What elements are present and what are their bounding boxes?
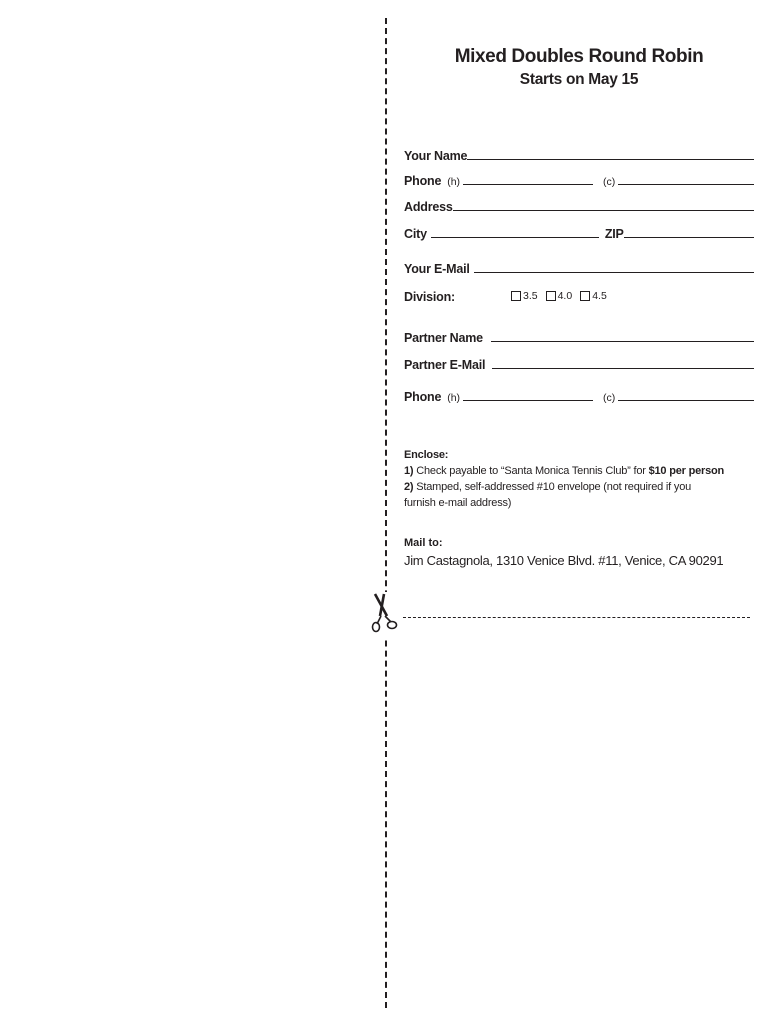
city-field[interactable] xyxy=(431,237,599,238)
division-label: Division: xyxy=(404,290,455,304)
form-subtitle: Starts on May 15 xyxy=(519,71,639,88)
home-abbrev: (h) xyxy=(447,392,461,404)
phone-row xyxy=(404,168,754,188)
checkbox-icon[interactable] xyxy=(511,291,521,301)
mail-to-heading: Mail to: xyxy=(404,537,443,549)
cell-abbrev: (c) xyxy=(603,392,616,404)
scissors-icon xyxy=(366,592,402,638)
city-zip-row xyxy=(404,221,754,241)
partner-phone-label: Phone xyxy=(404,390,442,404)
city-label: City xyxy=(404,227,427,241)
partner-phone-row xyxy=(404,384,754,404)
partner-email-label: Partner E-Mail xyxy=(404,358,486,372)
vertical-cut-line xyxy=(385,18,387,1008)
division-options xyxy=(511,290,615,302)
your-name-label: Your Name xyxy=(404,149,468,163)
email-field[interactable] xyxy=(474,272,754,273)
cell-abbrev: (c) xyxy=(603,176,616,188)
cell-phone-field[interactable] xyxy=(618,184,754,185)
checkbox-icon[interactable] xyxy=(580,291,590,301)
partner-email-field[interactable] xyxy=(492,368,754,369)
address-label: Address xyxy=(404,200,453,214)
division-option[interactable]: 4.5 xyxy=(580,290,607,302)
partner-cell-phone-field[interactable] xyxy=(618,400,754,401)
partner-name-row xyxy=(404,325,754,345)
enclose-item-1: 1) Check payable to “Santa Monica Tennis Club” for $10 per person xyxy=(404,465,725,477)
enclose-item-2: 2) Stamped, self-addressed #10 envelope (not required if you furnish e-mail address) xyxy=(404,481,692,509)
horizontal-cut-line xyxy=(398,617,750,618)
home-abbrev: (h) xyxy=(447,176,461,188)
email-label: Your E-Mail xyxy=(404,262,470,276)
division-row xyxy=(404,284,754,304)
partner-name-label: Partner Name xyxy=(404,331,483,345)
partner-name-field[interactable] xyxy=(491,341,754,342)
home-phone-field[interactable] xyxy=(463,184,593,185)
form-title: Mixed Doubles Round Robin xyxy=(454,46,704,67)
partner-email-row xyxy=(404,352,754,372)
your-name-row xyxy=(404,143,754,163)
your-name-field[interactable] xyxy=(467,159,754,160)
phone-label: Phone xyxy=(404,174,442,188)
mail-to-address: Jim Castagnola, 1310 Venice Blvd. #11, Venice, CA 90291 xyxy=(404,553,724,568)
division-option[interactable]: 3.5 xyxy=(511,290,538,302)
division-option[interactable]: 4.0 xyxy=(546,290,573,302)
partner-home-phone-field[interactable] xyxy=(463,400,593,401)
enclose-heading: Enclose: xyxy=(404,449,449,461)
address-field[interactable] xyxy=(453,210,754,211)
checkbox-icon[interactable] xyxy=(546,291,556,301)
address-row xyxy=(404,194,754,214)
zip-field[interactable] xyxy=(624,237,754,238)
zip-label: ZIP xyxy=(604,227,624,241)
enclose-instructions xyxy=(404,447,754,511)
email-row xyxy=(404,256,754,276)
